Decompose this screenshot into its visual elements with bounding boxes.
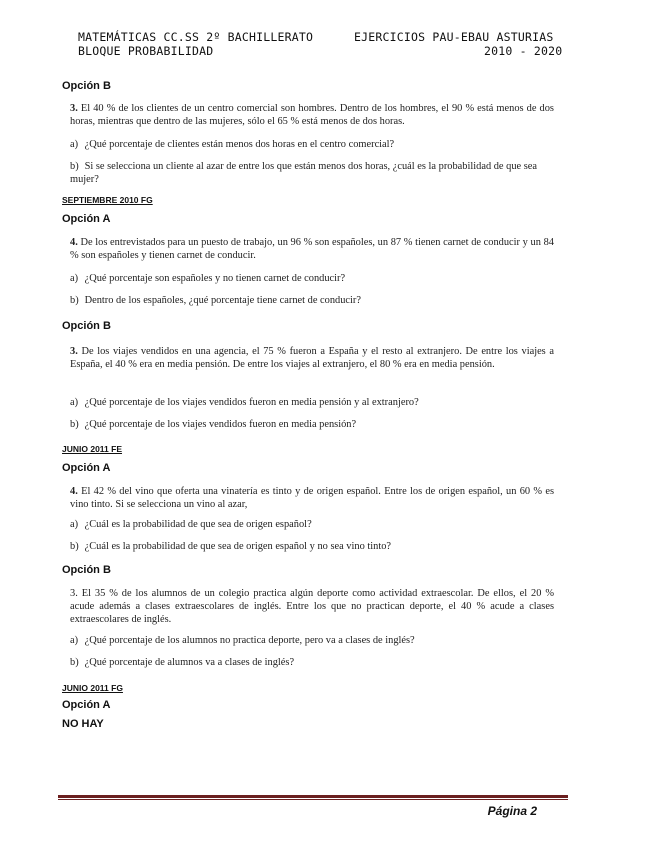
- question-text: Dentro de los españoles, ¿qué porcentaje tiene carnet de conducir?: [84, 295, 361, 306]
- exercise-number: 3.: [70, 346, 78, 357]
- question-label: b): [70, 657, 79, 668]
- header-block: BLOQUE PROBABILIDAD: [78, 44, 214, 58]
- question-label: a): [70, 635, 79, 646]
- exercise-text: El 35 % de los alumnos de un colegio practica algún deporte como actividad extraescolar. De ellos, el 20 % acude además a clases extraescolares de inglés. Entre los que no practican deporte, el 40 % acude a clases extraescolares de inglés.: [70, 588, 554, 625]
- question-text: ¿Qué porcentaje son españoles y no tienen carnet de conducir?: [84, 273, 346, 284]
- question-text: ¿Qué porcentaje de alumnos va a clases de inglés?: [84, 657, 295, 668]
- question-b: [70, 418, 550, 431]
- page-number: Página 2: [487, 804, 537, 818]
- exercise-number: 3.: [70, 588, 78, 599]
- question-text: ¿Cuál es la probabilidad de que sea de origen español y no sea vino tinto?: [84, 541, 392, 552]
- question-b: [70, 540, 550, 553]
- option-heading: Opción B: [62, 564, 111, 576]
- question-label: b): [70, 541, 79, 552]
- exercise-statement: [70, 345, 554, 371]
- exam-session-heading: SEPTIEMBRE 2010 FG: [62, 195, 153, 205]
- question-label: b): [70, 295, 79, 306]
- question-text: ¿Qué porcentaje de los viajes vendidos fueron en media pensión?: [84, 419, 357, 430]
- option-heading: Opción B: [62, 320, 111, 332]
- footer-rule: [58, 795, 568, 798]
- question-b: [70, 656, 550, 669]
- exercise-statement: [70, 485, 554, 511]
- question-b: [70, 294, 550, 307]
- question-text: ¿Qué porcentaje de clientes están menos dos horas en el centro comercial?: [84, 139, 395, 150]
- question-a: [70, 634, 550, 647]
- question-text: Si se selecciona un cliente al azar de entre los que están menos dos horas, ¿cuál es la probabilidad de que sea mujer?: [70, 161, 538, 185]
- question-label: a): [70, 273, 79, 284]
- option-heading: Opción A: [62, 462, 111, 474]
- exercise-text: El 40 % de los clientes de un centro comercial son hombres. Dentro de los hombres, el 90 % está menos de dos horas, mientras que dentro de las mujeres, sólo el 65 % está menos de dos horas.: [70, 103, 554, 127]
- exercise-text: De los entrevistados para un puesto de trabajo, un 96 % son españoles, un 87 % tienen carnet de conducir y un 84 % son españoles y tienen carnet de conducir.: [70, 237, 554, 261]
- exercise-number: 3.: [70, 103, 78, 114]
- option-heading: Opción A: [62, 699, 111, 711]
- option-heading: Opción A: [62, 213, 111, 225]
- exercise-number: 4.: [70, 486, 78, 497]
- exercise-text: De los viajes vendidos en una agencia, el 75 % fueron a España y el resto al extranjero. De entre los viajes a España, el 40 % era en media pensión. De entre los viajes al extranjero, el 80 % era en media pensión.: [70, 346, 554, 370]
- header-exercises: EJERCICIOS PAU-EBAU ASTURIAS: [354, 30, 554, 44]
- question-label: a): [70, 519, 79, 530]
- question-a: [70, 518, 550, 531]
- exercise-statement: [70, 236, 554, 262]
- question-label: a): [70, 397, 79, 408]
- question-label: a): [70, 139, 79, 150]
- question-text: ¿Cuál es la probabilidad de que sea de origen español?: [84, 519, 312, 530]
- question-label: b): [70, 161, 79, 172]
- footer-rule-thin: [58, 799, 568, 800]
- question-text: ¿Qué porcentaje de los alumnos no practica deporte, pero va a clases de inglés?: [84, 635, 415, 646]
- exam-session-heading: JUNIO 2011 FG: [62, 683, 123, 693]
- question-a: [70, 272, 550, 285]
- question-label: b): [70, 419, 79, 430]
- exercise-statement: [70, 587, 554, 626]
- exam-session-heading: JUNIO 2011 FE: [62, 444, 123, 454]
- exercise-statement: [70, 102, 554, 128]
- header-years: 2010 - 2020: [484, 44, 563, 58]
- question-a: [70, 138, 550, 151]
- option-heading: Opción B: [62, 80, 111, 92]
- question-a: [70, 396, 550, 409]
- question-b: [70, 160, 550, 186]
- header-subject: MATEMÁTICAS CC.SS 2º BACHILLERATO: [78, 30, 314, 44]
- exercise-text: El 42 % del vino que oferta una vinatería es tinto y de origen español. Entre los de origen español, un 60 % es vino tinto. Si se selecciona un vino al azar,: [70, 486, 554, 510]
- question-text: ¿Qué porcentaje de los viajes vendidos fueron en media pensión y al extranjero?: [84, 397, 419, 408]
- no-exercise-note: NO HAY: [62, 718, 104, 730]
- exercise-number: 4.: [70, 237, 78, 248]
